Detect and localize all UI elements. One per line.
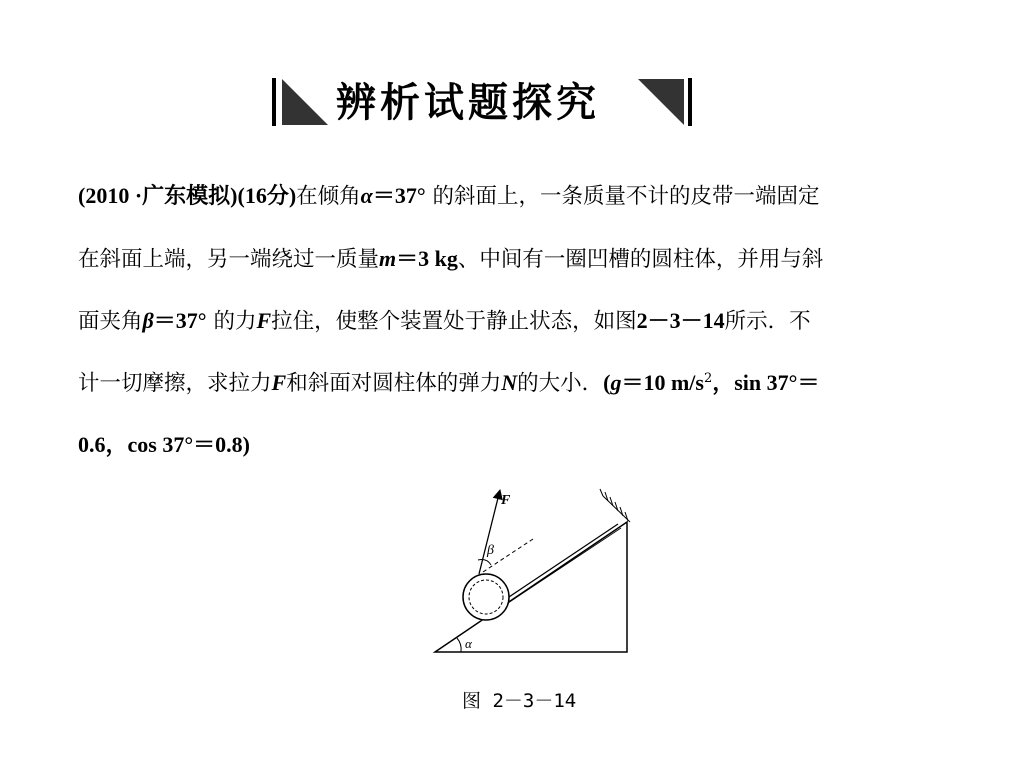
var-F: F: [256, 308, 272, 333]
problem-line-4: 计一切摩擦，求拉力F和斜面对圆柱体的弹力N的大小．(g＝10 $m/s^2$，sin 37°＝: [78, 370, 820, 396]
problem-line-1: (2010 ·广东模拟)(16分)在倾角α＝37° 的斜面上，一条质量不计的皮带一端固定: [78, 183, 820, 209]
header-left-bar: [272, 78, 276, 126]
incline-wedge: [435, 522, 627, 652]
alpha-angle-arc: [457, 638, 461, 652]
belt: [503, 524, 618, 601]
var-N: N: [501, 370, 518, 395]
header-left-triangle-icon: [282, 79, 328, 125]
var-m: m: [379, 246, 397, 271]
header-right-bar: [688, 78, 692, 126]
header-right-triangle-icon: [638, 79, 684, 125]
problem-line-3: 面夹角β＝37° 的力F拉住，使整个装置处于静止状态，如图2－3－14所示．不: [78, 308, 811, 334]
problem-source: (2010 ·广东模拟): [78, 183, 238, 208]
belt-inner: [505, 528, 621, 605]
incline-figure: [425, 482, 645, 662]
section-header: [272, 74, 702, 132]
beta-angle-arc: [478, 560, 491, 565]
figure-ref: 2－3－14: [636, 308, 725, 333]
problem-points: (16分): [237, 183, 297, 208]
wall-hatch-icon: [600, 489, 630, 522]
problem-line-2: 在斜面上端，另一端绕过一质量m＝3 kg、中间有一圈凹槽的圆柱体，并用与斜: [78, 246, 824, 272]
label-F: F: [501, 493, 511, 508]
header-title: 辨析试题探究: [336, 80, 600, 126]
var-alpha: α: [360, 183, 373, 208]
var-beta: β: [142, 308, 154, 333]
label-beta: β: [487, 543, 494, 558]
var-g: g: [610, 370, 622, 395]
problem-line-5: 0.6，cos 37°＝0.8): [78, 432, 250, 457]
cylinder: [463, 574, 509, 620]
figure-caption: 图 2－3－14: [462, 690, 577, 712]
label-alpha: α: [465, 636, 472, 651]
